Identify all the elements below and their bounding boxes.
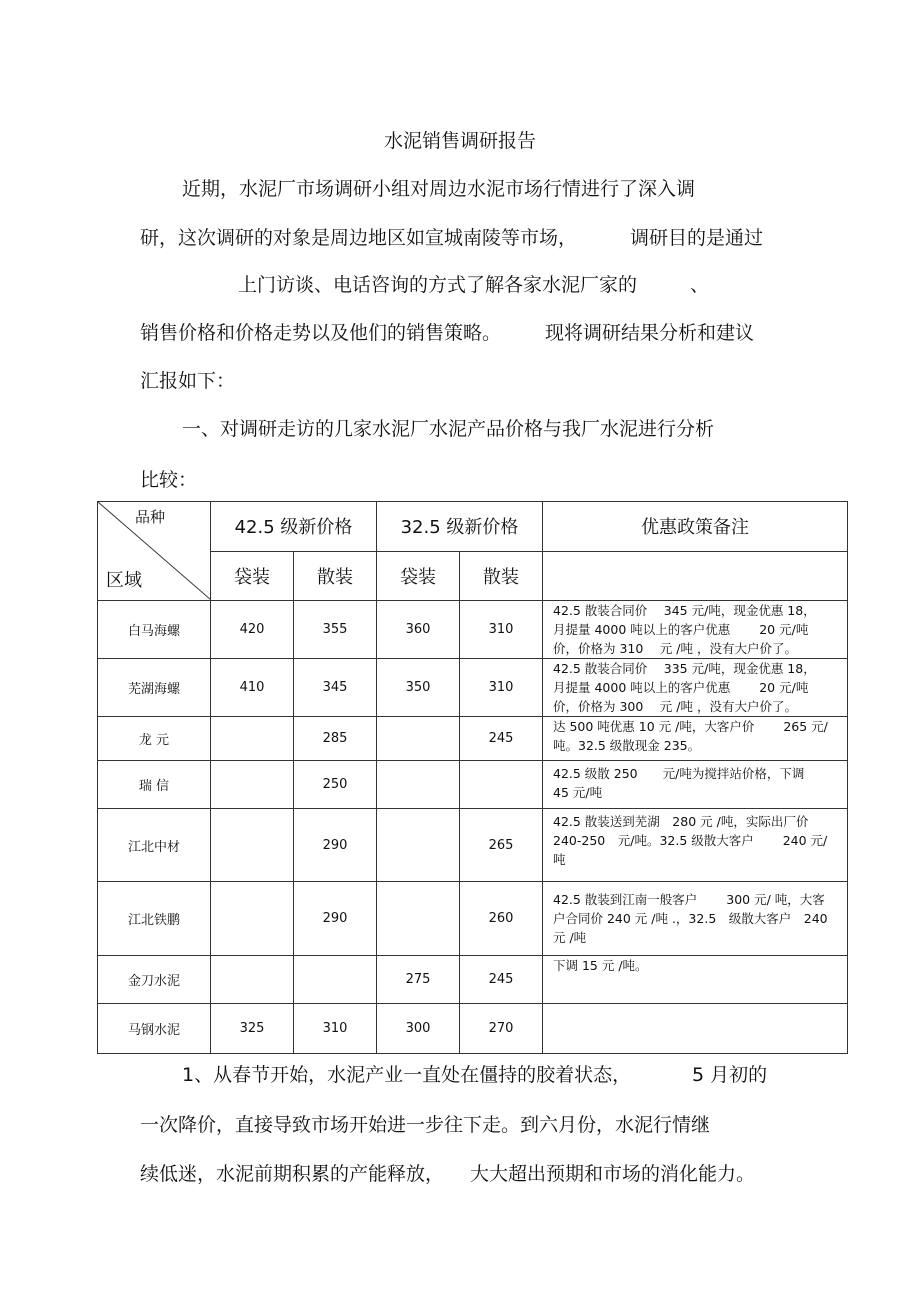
cell-325-bag: [377, 809, 460, 882]
note-line: 42.5 散装合同价 345 元/吨，现金优惠 18，: [553, 603, 816, 618]
cell-425-bag: [211, 882, 294, 956]
row-name: 白马海螺: [98, 601, 211, 659]
cell-425-bag: [211, 809, 294, 882]
note-line: 达 500 吨优惠 10 元 /吨，大客户价 265 元/: [553, 719, 828, 734]
header-425: 42.5 级新价格: [211, 502, 377, 552]
intro-line-4b: 现将调研结果分析和建议: [545, 322, 755, 344]
sub-425-bulk: 散装: [294, 551, 377, 601]
cell-325-bag: [377, 882, 460, 956]
cell-425-bulk: 290: [294, 882, 377, 956]
cell-425-bulk: 355: [294, 601, 377, 659]
note-line: 42.5 散装送到芜湖 280 元 /吨，实际出厂价: [553, 814, 809, 829]
cell-425-bag: 420: [211, 601, 294, 659]
price-table: [97, 501, 848, 1054]
note-line: 240-250 元/吨。32.5 级散大客户 240 元/: [553, 833, 828, 848]
cell-425-bag: 410: [211, 659, 294, 717]
cell-425-bag: 325: [211, 1004, 294, 1054]
row-note: [543, 717, 848, 761]
row-note: [543, 761, 848, 809]
note-line: 元 /吨: [553, 930, 587, 945]
row-note: [543, 601, 848, 659]
cell-325-bag: 275: [377, 956, 460, 1004]
intro-line-2a: 研，这次调研的对象是周边地区如宣城南陵等市场，: [140, 227, 578, 249]
section1-heading: 一、对调研走访的几家水泥厂水泥产品价格与我厂水泥进行分析: [182, 418, 715, 440]
cell-325-bag: 350: [377, 659, 460, 717]
sub-325-bag: 袋装: [377, 551, 460, 601]
sub-425-bag: 袋装: [211, 551, 294, 601]
cell-325-bulk: 310: [460, 601, 543, 659]
corner-variety-label: 品种: [135, 508, 166, 526]
row-note: [543, 1004, 848, 1054]
cell-425-bulk: [294, 956, 377, 1004]
cell-425-bulk: 250: [294, 761, 377, 809]
note-line: 价，价格为 310 元 /吨 ，没有大户价了。: [553, 641, 797, 656]
cell-425-bulk: 345: [294, 659, 377, 717]
cell-325-bag: 300: [377, 1004, 460, 1054]
cell-325-bulk: 245: [460, 956, 543, 1004]
row-name: 瑞 信: [98, 761, 211, 809]
row-name: 芜湖海螺: [98, 659, 211, 717]
note-line: 42.5 级散 250 元/吨为搅拌站价格，下调: [553, 766, 805, 781]
intro-line-3a: 上门访谈、电话咨询的方式了解各家水泥厂家的: [238, 274, 638, 296]
row-name: 马钢水泥: [98, 1004, 211, 1054]
sub-325-bulk: 散装: [460, 551, 543, 601]
cell-325-bulk: [460, 761, 543, 809]
row-name: 江北铁鹏: [98, 882, 211, 956]
section1-heading-cont: 比较：: [140, 469, 198, 491]
table-row: [98, 809, 848, 882]
cell-325-bulk: 265: [460, 809, 543, 882]
sub-note-empty: [543, 551, 848, 601]
row-note: [543, 659, 848, 717]
corner-region-label: 区域: [106, 570, 142, 591]
intro-line-4a: 销售价格和价格走势以及他们的销售策略。: [140, 322, 502, 344]
note-line: 42.5 散装合同价 335 元/吨，现金优惠 18，: [553, 661, 816, 676]
cell-425-bulk: 290: [294, 809, 377, 882]
table-row: [98, 956, 848, 1004]
table-row: [98, 717, 848, 761]
cell-325-bulk: 260: [460, 882, 543, 956]
row-name: 龙 元: [98, 717, 211, 761]
row-note: [543, 882, 848, 956]
note-line: 月提量 4000 吨以上的客户优惠 20 元/吨: [553, 622, 809, 637]
corner-cell: [98, 502, 211, 601]
cell-425-bag: [211, 956, 294, 1004]
cell-325-bag: 360: [377, 601, 460, 659]
header-note: 优惠政策备注: [543, 502, 848, 552]
cell-325-bulk: 310: [460, 659, 543, 717]
table-row: [98, 761, 848, 809]
intro-line-1: 近期，水泥厂市场调研小组对周边水泥市场行情进行了深入调: [182, 178, 696, 200]
para2-line-3b: 大大超出预期和市场的消化能力。: [470, 1163, 756, 1185]
intro-line-5: 汇报如下：: [140, 370, 236, 392]
para2-line-1a: 1、从春节开始，水泥产业一直处在僵持的胶着状态，: [182, 1064, 632, 1086]
header-325: 32.5 级新价格: [377, 502, 543, 552]
table-row: [98, 659, 848, 717]
note-line: 42.5 散装到江南一般客户 300 元/ 吨，大客: [553, 892, 825, 907]
table-row: [98, 1004, 848, 1054]
cell-325-bulk: 270: [460, 1004, 543, 1054]
cell-425-bag: [211, 761, 294, 809]
note-line: 吨。32.5 级散现金 235。: [553, 738, 701, 753]
cell-425-bag: [211, 717, 294, 761]
cell-425-bulk: 310: [294, 1004, 377, 1054]
para2-line-2: 一次降价，直接导致市场开始进一步往下走。到六月份，水泥行情继: [140, 1114, 711, 1136]
para2-line-1b: 5 月初的: [692, 1064, 768, 1086]
cell-325-bulk: 245: [460, 717, 543, 761]
note-line: 45 元/吨: [553, 785, 603, 800]
table-row: [98, 882, 848, 956]
row-name: 金刀水泥: [98, 956, 211, 1004]
para2-line-3a: 续低迷，水泥前期积累的产能释放，: [140, 1163, 445, 1185]
note-line: 吨: [553, 852, 566, 867]
note-line: 月提量 4000 吨以上的客户优惠 20 元/吨: [553, 680, 809, 695]
row-note: [543, 956, 848, 1004]
cell-425-bulk: 285: [294, 717, 377, 761]
intro-line-3b: 、: [690, 274, 710, 296]
cell-325-bag: [377, 761, 460, 809]
row-name: 江北中材: [98, 809, 211, 882]
row-note: [543, 809, 848, 882]
note-line: 价，价格为 300 元 /吨 ，没有大户价了。: [553, 699, 797, 714]
table-row: [98, 601, 848, 659]
page-title: 水泥销售调研报告: [383, 130, 536, 152]
intro-line-2b: 调研目的是通过: [630, 227, 764, 249]
cell-325-bag: [377, 717, 460, 761]
note-line: 下调 15 元 /吨。: [553, 958, 648, 973]
note-line: 户合同价 240 元 /吨 .，32.5 级散大客户 240: [553, 911, 828, 926]
